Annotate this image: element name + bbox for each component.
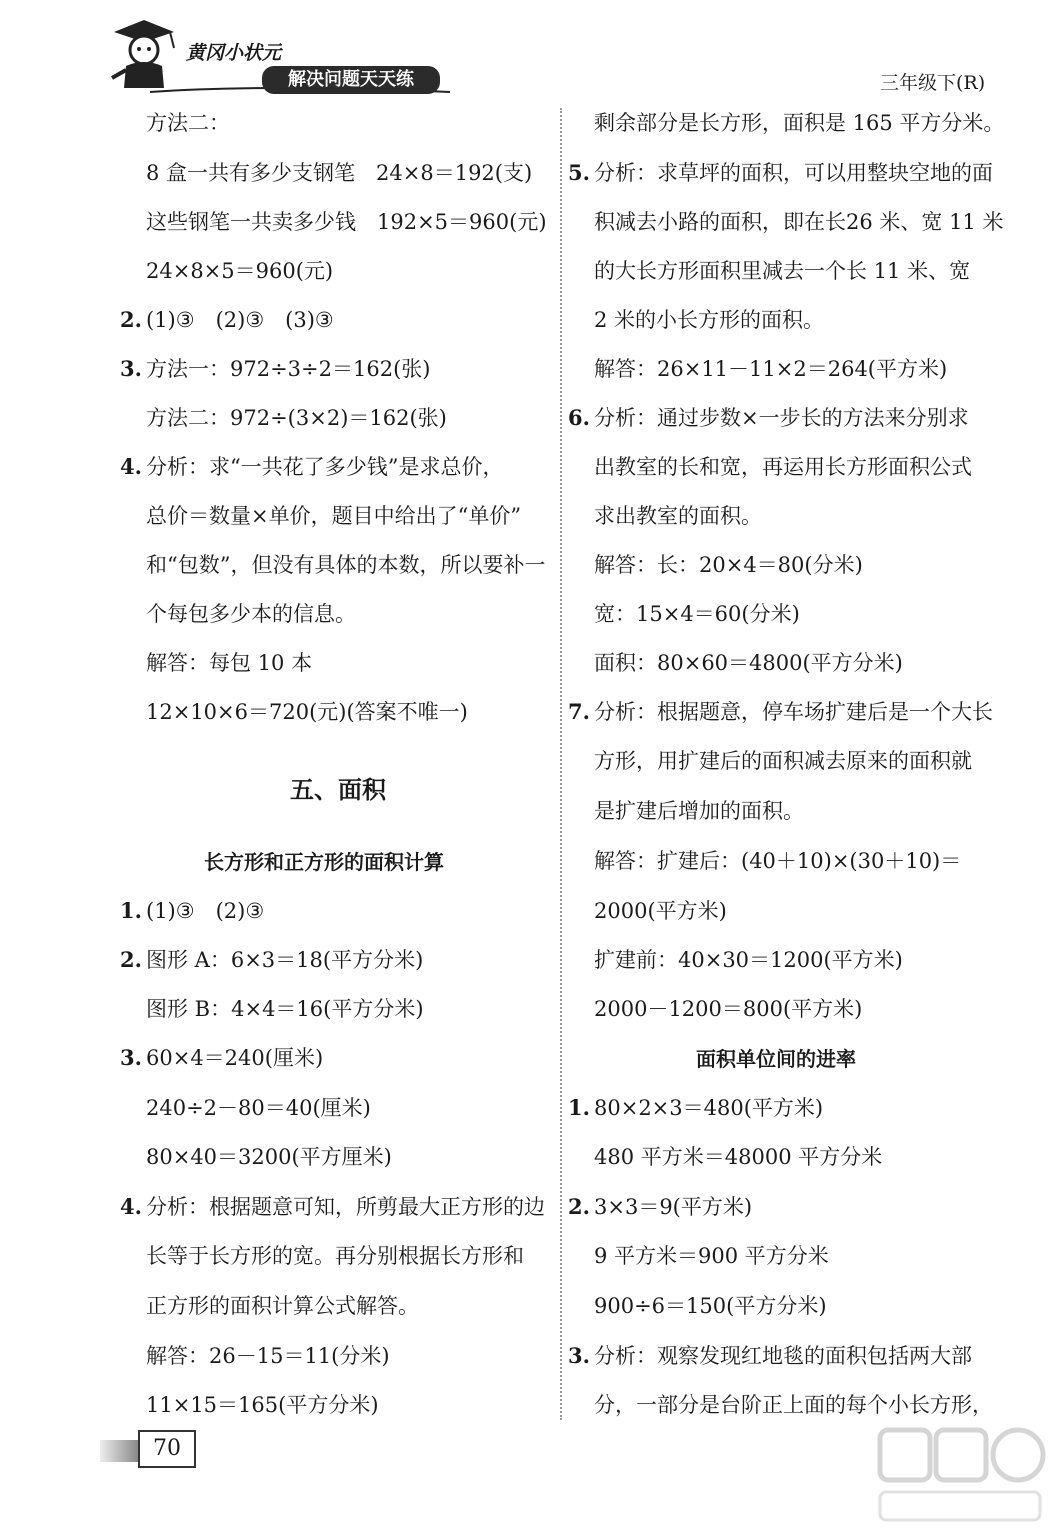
answer-line: (1)③ (2)③ bbox=[146, 899, 265, 923]
answer-line: 扩建前：40×30＝1200(平方米) bbox=[594, 948, 903, 972]
answer-line: 3×3＝9(平方米) bbox=[594, 1195, 753, 1219]
answer-line: 240÷2－80＝40(厘米) bbox=[146, 1096, 371, 1120]
column-divider bbox=[560, 108, 562, 1420]
analysis-line: 和“包数”，但没有具体的本数，所以要补一 bbox=[146, 553, 546, 577]
method-two-label: 方法二： bbox=[146, 111, 230, 135]
question-number: 2. bbox=[120, 947, 142, 972]
analysis-line: 分析：通过步数×一步长的方法来分别求 bbox=[594, 406, 969, 430]
analysis-line: 是扩建后增加的面积。 bbox=[594, 799, 804, 823]
question-number: 1. bbox=[120, 898, 142, 923]
grade-label: 三年级下(R) bbox=[880, 72, 986, 94]
answer-line: 解答：扩建后：(40＋10)×(30＋10)＝ bbox=[594, 849, 962, 873]
answer-line: (1)③ (2)③ (3)③ bbox=[146, 308, 334, 332]
question-number: 3. bbox=[120, 356, 142, 381]
analysis-line: 2 米的小长方形的面积。 bbox=[594, 308, 825, 332]
analysis-line: 分析：求“一共花了多少钱”是求总价， bbox=[146, 455, 504, 479]
answer-line: 480 平方米＝48000 平方分米 bbox=[594, 1145, 883, 1169]
answer-line: 9 平方米＝900 平方分米 bbox=[594, 1244, 829, 1268]
answer-line: 2000(平方米) bbox=[594, 899, 727, 923]
analysis-line: 长等于长方形的宽。再分别根据长方形和 bbox=[146, 1244, 524, 1268]
page-number: 70 bbox=[138, 1430, 196, 1468]
watermark-logo-icon bbox=[870, 1420, 1050, 1530]
answer-line: 剩余部分是长方形，面积是 165 平方分米。 bbox=[594, 111, 1005, 135]
analysis-line: 出教室的长和宽，再运用长方形面积公式 bbox=[594, 455, 972, 479]
section-heading: 五、面积 bbox=[290, 776, 386, 804]
question-number: 2. bbox=[120, 307, 142, 332]
analysis-line: 分析：观察发现红地毯的面积包括两大部 bbox=[594, 1344, 972, 1368]
page-tab-marker bbox=[100, 1440, 138, 1462]
question-number: 2. bbox=[568, 1194, 590, 1219]
brand-title: 黄冈小状元 bbox=[186, 42, 282, 64]
subsection-heading: 面积单位间的进率 bbox=[696, 1047, 856, 1071]
answer-line: 解答：26×11－11×2＝264(平方米) bbox=[594, 357, 948, 381]
answer-line: 方法二：972÷(3×2)＝162(张) bbox=[146, 406, 447, 430]
analysis-line: 积减去小路的面积，即在长26 米、宽 11 米 bbox=[594, 210, 1004, 234]
question-number: 3. bbox=[568, 1343, 590, 1368]
analysis-line: 总价＝数量×单价，题目中给出了“单价” bbox=[146, 504, 522, 528]
answer-line: 解答：26－15＝11(分米) bbox=[146, 1344, 390, 1368]
answer-line: 80×2×3＝480(平方米) bbox=[594, 1096, 824, 1120]
question-number: 3. bbox=[120, 1045, 142, 1070]
answer-line: 宽：15×4＝60(分米) bbox=[594, 602, 800, 626]
analysis-line: 正方形的面积计算公式解答。 bbox=[146, 1294, 419, 1318]
series-subtitle: 解决问题天天练 bbox=[262, 66, 440, 94]
answer-line: 8 盒一共有多少支钢笔 24×8＝192(支) bbox=[146, 161, 533, 185]
analysis-line: 方形，用扩建后的面积减去原来的面积就 bbox=[594, 749, 972, 773]
question-number: 5. bbox=[568, 160, 590, 185]
answer-line: 方法一：972÷3÷2＝162(张) bbox=[146, 357, 431, 381]
question-number: 4. bbox=[120, 454, 142, 479]
analysis-line: 个每包多少本的信息。 bbox=[146, 602, 356, 626]
question-number: 4. bbox=[120, 1194, 142, 1219]
analysis-line: 求出教室的面积。 bbox=[594, 504, 762, 528]
analysis-line: 分析：根据题意，停车场扩建后是一个大长 bbox=[594, 700, 993, 724]
answer-line: 图形 B：4×4＝16(平方分米) bbox=[146, 997, 424, 1021]
answer-line: 面积：80×60＝4800(平方分米) bbox=[594, 651, 903, 675]
answer-line: 12×10×6＝720(元)(答案不唯一) bbox=[146, 700, 468, 724]
question-number: 1. bbox=[568, 1095, 590, 1120]
answer-line: 这些钢笔一共卖多少钱 192×5＝960(元) bbox=[146, 210, 547, 234]
answer-line: 11×15＝165(平方分米) bbox=[146, 1393, 379, 1417]
answer-line: 解答：每包 10 本 bbox=[146, 651, 313, 675]
question-number: 7. bbox=[568, 699, 590, 724]
question-number: 6. bbox=[568, 405, 590, 430]
answer-line: 图形 A：6×3＝18(平方分米) bbox=[146, 948, 424, 972]
analysis-line: 分，一部分是台阶正上面的每个小长方形， bbox=[594, 1393, 993, 1417]
answer-line: 60×4＝240(厘米) bbox=[146, 1046, 324, 1070]
answer-line: 80×40＝3200(平方厘米) bbox=[146, 1145, 392, 1169]
answer-line: 900÷6＝150(平方分米) bbox=[594, 1294, 827, 1318]
answer-line: 24×8×5＝960(元) bbox=[146, 259, 334, 283]
analysis-line: 分析：求草坪的面积，可以用整块空地的面 bbox=[594, 161, 993, 185]
answer-line: 2000－1200＝800(平方米) bbox=[594, 997, 863, 1021]
answer-line: 解答：长：20×4＝80(分米) bbox=[594, 553, 863, 577]
subsection-heading: 长方形和正方形的面积计算 bbox=[204, 850, 444, 874]
analysis-line: 分析：根据题意可知，所剪最大正方形的边 bbox=[146, 1195, 545, 1219]
analysis-line: 的大长方形面积里减去一个长 11 米、宽 bbox=[594, 259, 971, 283]
